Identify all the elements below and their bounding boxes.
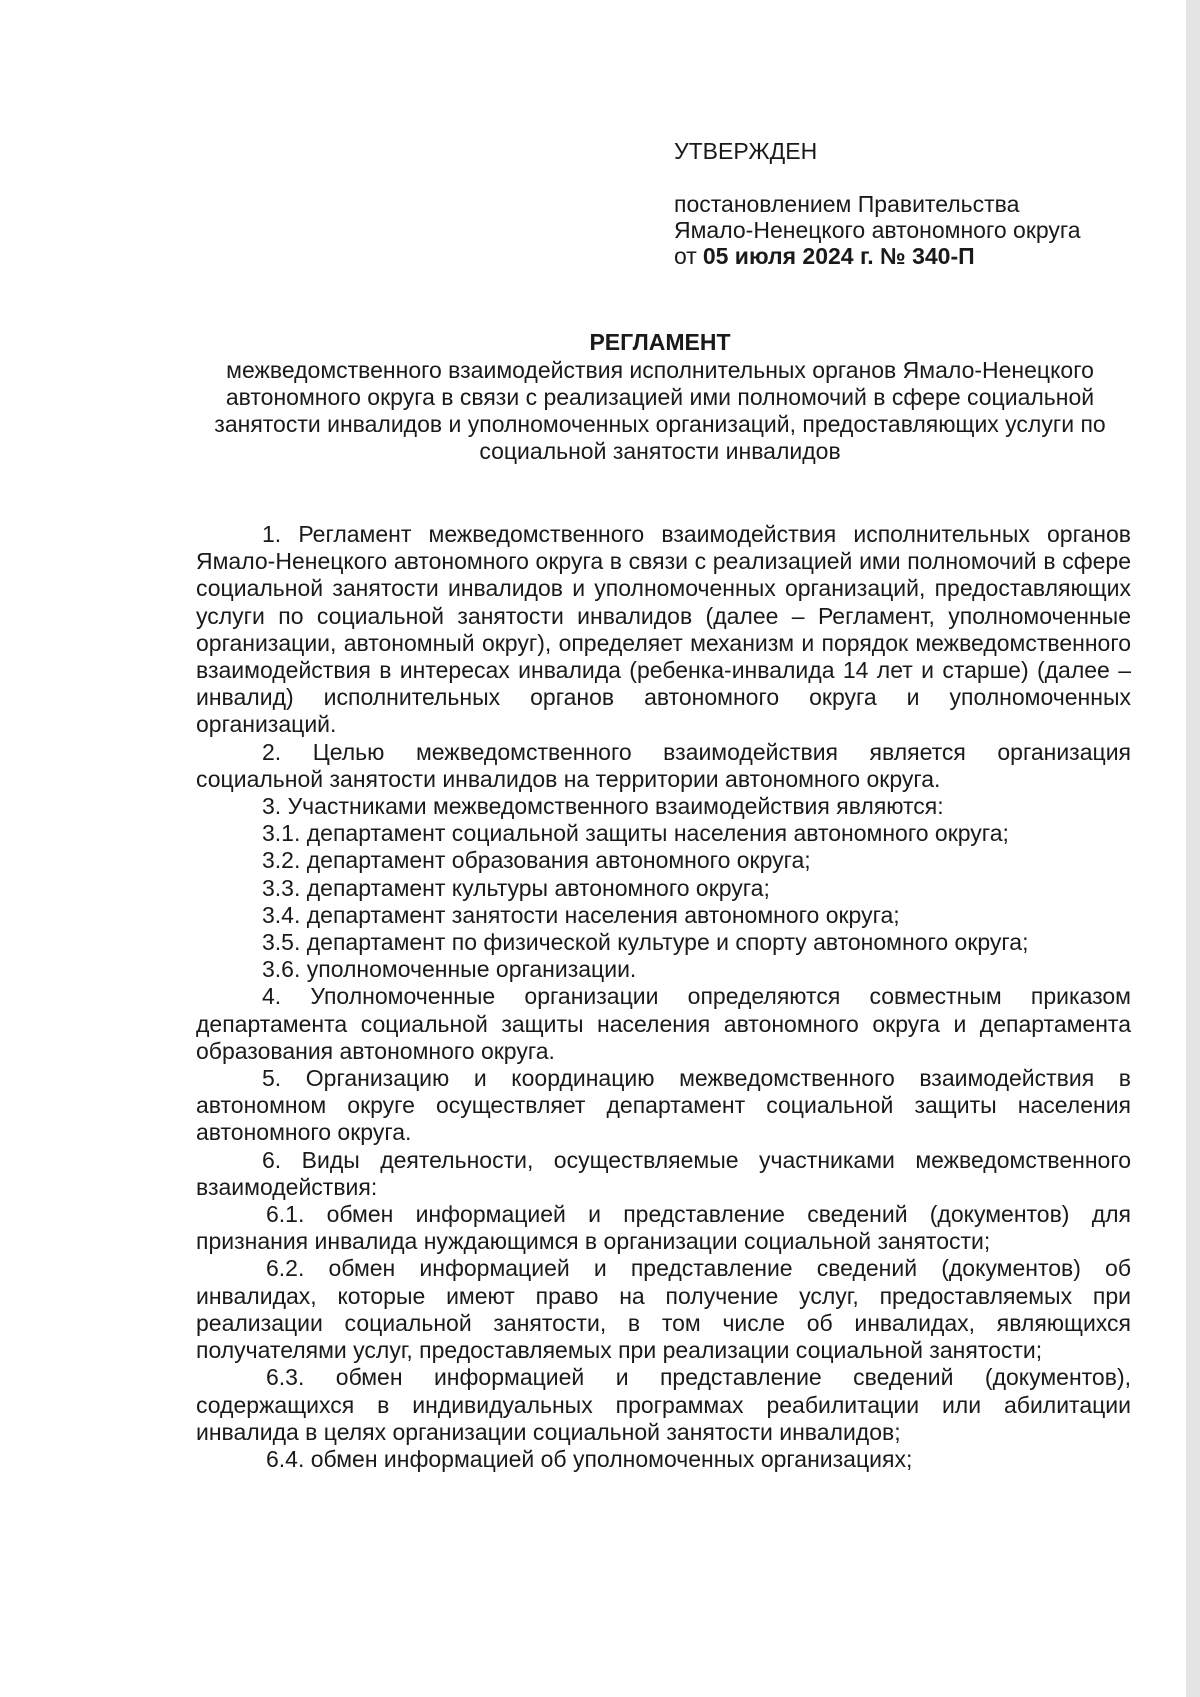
paragraph-3-1: 3.1. департамент социальной защиты населения автономного округа; [262,820,1009,847]
approval-line-2: Ямало-Ненецкого автономного округа [674,217,1081,243]
document-subtitle: межведомственного взаимодействия исполнительных органов Ямало-Ненецкого автономного округа в связи с реализацией ими полномочий в сфере социальной занятости инвалидов и уполномоченных организаций, предоставляющих услуги по социальной занятости инвалидов [214,357,1106,464]
document-title: РЕГЛАМЕНТ [589,329,731,355]
paragraph-6: 6. Виды деятельности, осуществляемые участниками межведомственного взаимодействия: [196,1146,1131,1200]
approval-date-number: 05 июля 2024 г. № 340-П [702,243,975,269]
approval-date-line [674,243,1174,269]
document-body [196,521,1131,1473]
paragraph-3-2: 3.2. департамент образования автономного округа; [262,847,811,874]
paragraph-3-5: 3.5. департамент по физической культуре и спорту автономного округа; [262,929,1029,956]
paragraph-6-4: 6.4. обмен информацией об уполномоченных организациях; [266,1445,913,1472]
paragraph-3: 3. Участниками межведомственного взаимодействия являются: [262,793,944,820]
paragraph-2: 2. Целью межведомственного взаимодействия является организация социальной занятости инвалидов на территории автономного округа. [196,738,1131,792]
paragraph-1: 1. Регламент межведомственного взаимодействия исполнительных органов Ямало-Ненецкого автономного округа в связи с реализацией ими полномочий в сфере социальной занятости инвалидов и уполномоченных организаций, предоставляющих услуги по социальной занятости инвалидов (далее – Регламент, уполномоченные организации, автономный округ), определяет механизм и порядок межведомственного взаимодействия в интересах инвалида (ребенка-инвалида 14 лет и старше) (далее – инвалид) исполнительных органов автономного округа и уполномоченных организаций. [196,521,1131,738]
paragraph-6-1: 6.1. обмен информацией и представление сведений (документов) для признания инвалида нуждающимся в организации социальной занятости; [196,1201,1131,1255]
approval-stamp [674,138,1174,269]
paragraph-3-6: 3.6. уполномоченные организации. [262,956,637,983]
paragraph-3-4: 3.4. департамент занятости населения автономного округа; [262,901,900,928]
paragraph-4: 4. Уполномоченные организации определяются совместным приказом департамента социальной защиты населения автономного округа и департамента образования автономного округа. [196,983,1131,1064]
document-heading [180,329,1140,465]
paragraph-3-3: 3.3. департамент культуры автономного округа; [262,874,770,901]
paragraph-6-2: 6.2. обмен информацией и представление сведений (документов) об инвалидах, которые имеют право на получение услуг, предоставляемых при реализации социальной занятости, в том числе об инвалидах, являющихся получателями услуг, предоставляемых при реализации социальной занятости; [196,1255,1131,1364]
paragraph-5: 5. Организацию и координацию межведомственного взаимодействия в автономном округе осуществляет департамент социальной защиты населения автономного округа. [196,1065,1131,1146]
scan-page-edge [1186,0,1200,1697]
approval-line-1: постановлением Правительства [674,191,1020,217]
approval-date-prefix: от [674,243,697,269]
paragraph-6-3: 6.3. обмен информацией и представление сведений (документов), содержащихся в индивидуальных программах реабилитации или абилитации инвалида в целях организации социальной занятости инвалидов; [196,1364,1131,1445]
approval-title: УТВЕРЖДЕН [674,138,818,164]
